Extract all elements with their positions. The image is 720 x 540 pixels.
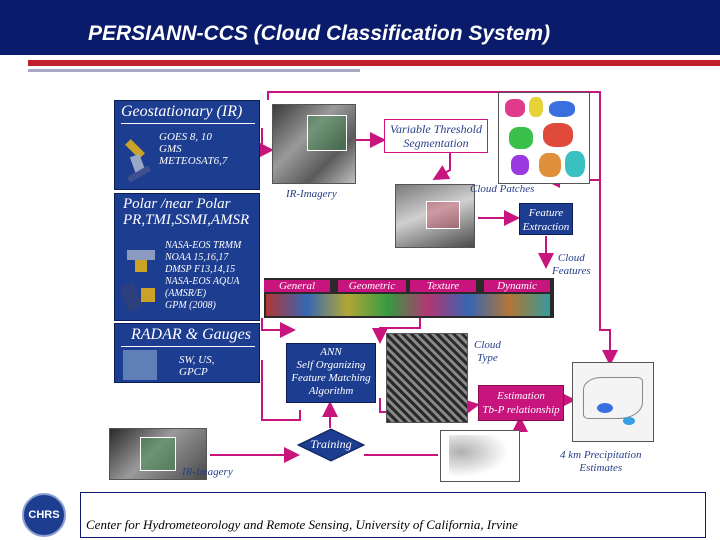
precip-line1: 4 km Precipitation [560, 449, 642, 461]
cloud-features-line1: Cloud [557, 252, 585, 264]
zoom-region [426, 201, 460, 229]
cloud-type-line1: Cloud [474, 339, 501, 351]
panel-divider [121, 346, 255, 347]
cloud-features-line2: Features [552, 265, 591, 277]
polar-panel [114, 193, 260, 321]
geostationary-heading: Geostationary (IR) [121, 103, 243, 120]
sat-item: (AMSR/E) [165, 288, 207, 299]
polar-heading-line2: PR,TMI,SSMI,AMSR [123, 212, 250, 228]
panel-divider [121, 123, 255, 124]
estimation-box [478, 385, 564, 421]
geostationary-panel [114, 100, 260, 190]
sat-item: DMSP F13,14,15 [165, 264, 236, 275]
sat-item: NASA-EOS AQUA [165, 276, 240, 287]
radar-panel [114, 323, 260, 383]
geostationary-sat-list [159, 131, 227, 167]
cloud-type-label [474, 339, 501, 365]
sat-item: GOES 8, 10 [159, 131, 212, 143]
sat-item: METEOSAT6,7 [159, 155, 228, 167]
som-image [386, 333, 468, 423]
satellite-icon [121, 244, 163, 318]
radar-image [123, 350, 157, 380]
footer-text: Center for Hydrometeorology and Remote Sensing, University of California, Irvine [86, 517, 518, 532]
polar-sat-list [165, 240, 241, 312]
training-label: Training [310, 437, 352, 451]
precip-line2: Estimates [579, 462, 623, 474]
precip-map [572, 362, 654, 442]
radar-heading: RADAR & Gauges [131, 326, 251, 343]
cloud-type-line2: Type [477, 352, 498, 364]
ann-line2: Self Organizing [296, 359, 366, 371]
feature-extraction-box [519, 203, 573, 235]
ann-line4: Algorithm [308, 385, 354, 397]
training-node [297, 428, 365, 462]
chrs-logo-text: CHRS [28, 509, 60, 521]
radar-item: GPCP [179, 366, 208, 378]
ir-imagery-top-label: IR-Imagery [286, 188, 337, 200]
feature-geometric-label: Geometric [338, 280, 406, 292]
radar-item: SW, US, [179, 354, 215, 366]
ann-box [286, 343, 376, 403]
segmentation-line1: Variable Threshold [390, 122, 482, 136]
radar-list [179, 354, 214, 378]
estimation-line1: Estimation [497, 390, 545, 402]
zoom-region [140, 437, 176, 471]
tb-p-scatter [440, 430, 520, 482]
ann-line3: Feature Matching [291, 372, 371, 384]
cloud-features-label [552, 252, 591, 278]
estimation-line2: Tb-P relationship [482, 404, 560, 416]
cloud-patches-map [498, 92, 590, 184]
cloud-patches-label: Cloud Patches [470, 183, 535, 195]
segmentation-line2: Segmentation [403, 136, 469, 150]
feature-extraction-line1: Feature [528, 207, 564, 219]
feature-thumbnails [266, 294, 550, 316]
ir-imagery-top [272, 104, 356, 184]
feature-extraction-line2: Extraction [522, 221, 570, 233]
page-title: PERSIANN-CCS (Cloud Classification System) [88, 22, 551, 45]
chrs-logo [22, 493, 66, 537]
ann-line1: ANN [320, 346, 342, 358]
polar-heading-line1: Polar /near Polar [123, 196, 231, 212]
feature-general-label: General [264, 280, 330, 292]
feature-texture-label: Texture [410, 280, 476, 292]
sat-item: GMS [159, 143, 182, 155]
segmentation-box [384, 119, 488, 153]
sat-item: GPM (2008) [165, 300, 216, 311]
feature-dynamic-label: Dynamic [484, 280, 550, 292]
ir-imagery-bottom-label: IR-Imagery [182, 466, 233, 478]
precip-label [560, 449, 641, 475]
satellite-icon [121, 131, 157, 183]
cloud-patches-image [395, 184, 475, 248]
sat-item: NASA-EOS TRMM [165, 240, 242, 251]
zoom-region [307, 115, 347, 151]
sat-item: NOAA 15,16,17 [165, 252, 229, 263]
